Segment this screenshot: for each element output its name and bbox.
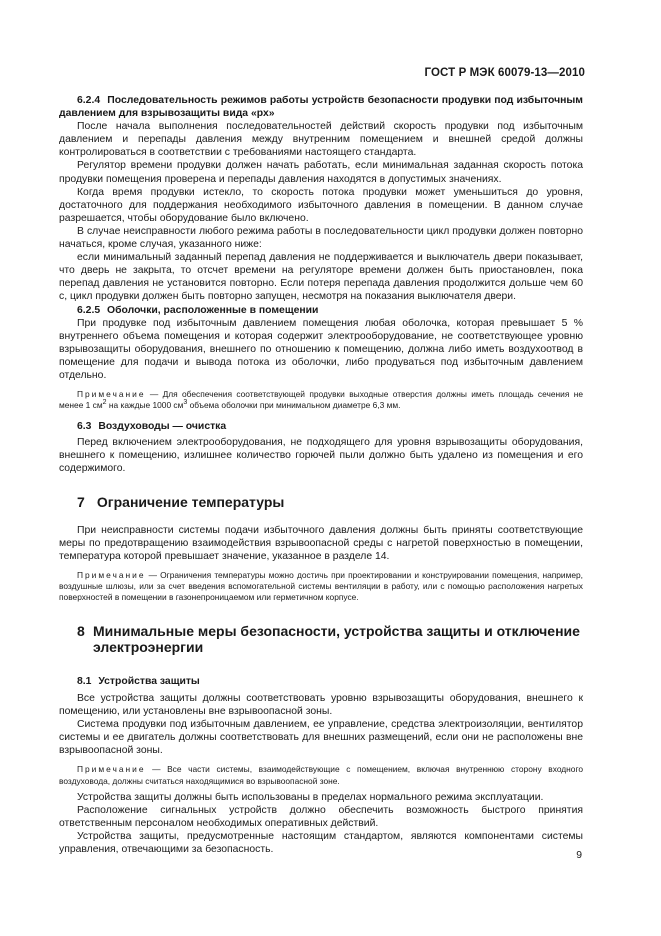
subsection-number: 8.1 xyxy=(77,675,92,687)
section-title-line1: Минимальные меры безопасности, устройства защиты и отключение xyxy=(93,622,580,639)
paragraph: Регулятор времени продувки должен начать работать, если минимальная заданная скорость потока продувки помещения проверена и перепады давления находятся в допустимых значениях. xyxy=(59,160,583,185)
note-text: — Ограничения температуры можно достичь при проектировании и конструировании помещения, например, воздушные шлюзы, или за счет введения вспомогательной системы вентиляции в работу, или с помощью расположения нагретых поверхностей в помещении в газонепроницаемом или герметичном корпусе. xyxy=(59,569,583,603)
note xyxy=(59,570,583,604)
section-heading-7 xyxy=(59,494,583,511)
superscript: 2 xyxy=(102,399,107,407)
subsection-title: Устройства защиты xyxy=(98,675,200,687)
paragraph: В случае неисправности любого режима работы в последовательности цикл продувки должен повторно начаться, кроме случая, указанного ниже: xyxy=(59,225,583,251)
note-text-c: объема оболочки при минимальном диаметре 6,3 мм. xyxy=(187,400,401,411)
subsection-heading-8-1 xyxy=(59,675,583,688)
note xyxy=(59,389,583,412)
paragraph: При продувке под избыточным давлением помещения любая оболочка, которая превышает 5 % внутреннего объема помещения и которая содержит электрооборудование, не соответствующее уровню взрывозащиты оборудования, внешнего по отношению к помещению, должна либо иметь воздухоотвод в помещение для подачи и вывода потока из оболочки, либо продуваться под избыточным давлением отдельно. xyxy=(59,317,583,381)
section-title-line2: электроэнергии xyxy=(93,639,204,656)
paragraph: Когда время продувки истекло, то скорость потока продувки может уменьшиться до уровня, достаточного для поддержания необходимого избыточного давления в помещении. В данном случае разрешается, чтобы оборудование было включено. xyxy=(59,186,583,224)
subsection-heading-6-2-4 xyxy=(59,94,583,120)
section-heading-8 xyxy=(59,623,583,656)
note-text-b: на каждые 1000 см xyxy=(106,400,184,411)
note-text: — Все части системы, взаимодействующие с помещением, включая внутреннюю сторону входного воздуховода, должны считаться находящимися во взрывоопасной зоне. xyxy=(59,764,583,786)
section-title: Ограничение температуры xyxy=(96,494,285,511)
subsection-heading-6-3 xyxy=(59,420,583,433)
paragraph: При неисправности системы подачи избыточного давления должны быть приняты соответствующие меры по предотвращению взаимодействия взрывоопасной среды с нагретой поверхностью в помещении, температура которой превышает значение, указанное в разделе 14. xyxy=(59,524,583,562)
page-number: 9 xyxy=(576,850,582,861)
page-content xyxy=(59,94,583,856)
paragraph: Система продувки под избыточным давлением, ее управление, средства электроизоляции, вентилятор системы и ее двигатель должны соответствовать для внешних размещений, если они не расположены вне взрывоопасной зоны. xyxy=(59,718,583,757)
subsection-title: Оболочки, расположенные в помещении xyxy=(107,304,319,316)
subsection-number: 6.3 xyxy=(77,420,92,432)
note-text-a: — Для обеспечения соответствующей продувки выходные отверстия должны иметь площадь сечения не менее 1 см xyxy=(59,389,583,411)
superscript: 3 xyxy=(183,399,188,407)
subsection-heading-6-2-5 xyxy=(59,304,583,317)
subsection-number: 6.2.5 xyxy=(77,304,101,316)
paragraph: Перед включением электрооборудования, не подходящего для уровня взрывозащиты оборудования, внешнего к помещению, излишнее количество горючей пыли должно быть удалено из помещения и его содержимого. xyxy=(59,436,583,474)
paragraph: Устройства защиты, предусмотренные настоящим стандартом, являются компонентами системы управления, отвечающими за безопасность. xyxy=(59,831,583,856)
subsection-number: 6.2.4 xyxy=(77,95,101,106)
note-label: Примечание xyxy=(77,569,146,580)
section-number: 8 xyxy=(77,622,85,639)
paragraph: Все устройства защиты должны соответствовать уровню взрывозащиты оборудования, внешнего к помещению, или установлены вне взрывоопасной зоны. xyxy=(59,692,583,717)
section-number: 7 xyxy=(77,494,85,511)
subsection-title: Последовательность режимов работы устройств безопасности продувки под избыточным давлением для взрывозащиты вида «рх» xyxy=(59,95,583,120)
note xyxy=(59,764,583,787)
note-label: Примечание xyxy=(77,764,146,775)
note-label: Примечание xyxy=(77,389,146,400)
standard-header: ГОСТ Р МЭК 60079-13—2010 xyxy=(424,67,585,79)
paragraph: если минимальный заданный перепад давления не поддерживается и выключатель двери показывает, что дверь не закрыта, то отсчет времени на регуляторе времени должен быть приостановлен, пока перепад давления не установится повторно. Если потеря перепада давления продолжится дольше чем 60 с, цикл продувки должен быть повторно запущен, несмотря на показания выключателя двери. xyxy=(59,252,583,303)
paragraph: После начала выполнения последовательностей действий скорость продувки под избыточным давлением и перепады давления между внутренним помещением и внешней средой должны контролироваться в соответствии с требованиями настоящего стандарта. xyxy=(59,121,583,159)
paragraph: Устройства защиты должны быть использованы в пределах нормального режима эксплуатации. xyxy=(77,791,544,803)
subsection-title: Воздуховоды — очистка xyxy=(98,420,227,432)
paragraph: Расположение сигнальных устройств должно обеспечить возможность быстрого принятия ответственным персоналом необходимых оперативных действий. xyxy=(59,804,583,830)
